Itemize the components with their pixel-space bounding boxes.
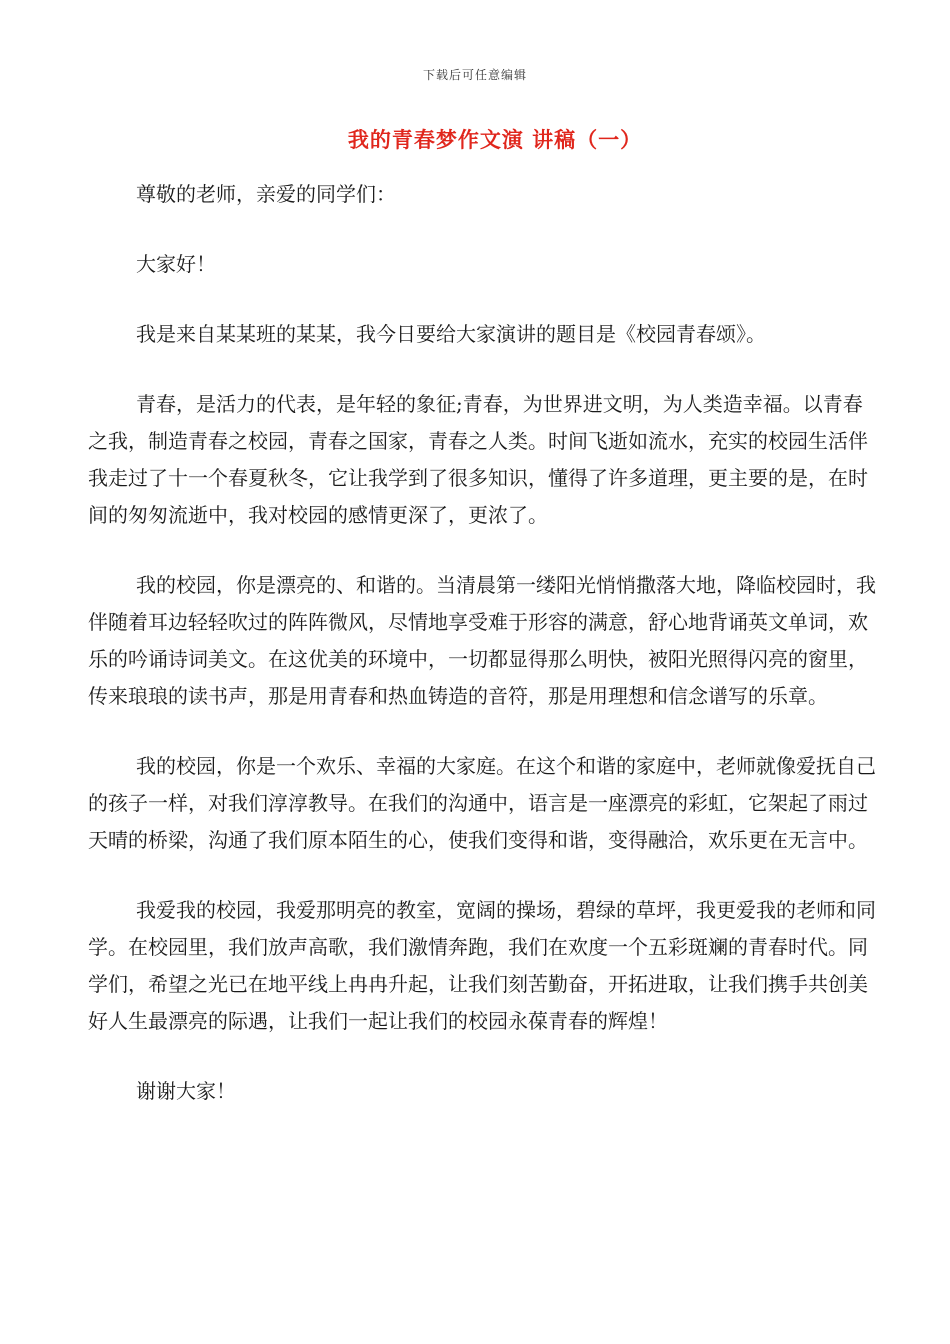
paragraph-greeting: 大家好！ bbox=[136, 252, 216, 276]
paragraph-thanks: 谢谢大家！ bbox=[136, 1079, 236, 1103]
paragraph-campus-beauty: 我的校园，你是漂亮的、和谐的。当清晨第一缕阳光悄悄撒落大地，降临校园时，我伴随着耳边轻轻吹过的阵阵微风，尽情地享受难于形容的满意，舒心地背诵英文单词，欢乐的吟诵诗词美文。在这优美的环境中，一切都显得那么明快，被阳光照得闪亮的窗里，传来琅琅的读书声，那是用青春和热血铸造的音符，那是用理想和信念谱写的乐章。 bbox=[88, 573, 876, 708]
header-note: 下载后可任意编辑 bbox=[422, 68, 527, 82]
document-title: 我的青春梦作文演 讲稿（一） bbox=[347, 127, 643, 152]
paragraph-youth: 青春，是活力的代表，是年轻的象征;青春，为世界进文明，为人类造幸福。以青春之我，制造青春之校园，青春之国家，青春之人类。时间飞逝如流水，充实的校园生活伴我走过了十一个春夏秋冬，它让我学到了很多知识，懂得了许多道理，更主要的是，在时间的匆匆流逝中，我对校园的感情更深了，更浓了。 bbox=[88, 392, 868, 527]
paragraph-love-campus: 我爱我的校园，我爱那明亮的教室，宽阔的操场，碧绿的草坪，我更爱我的老师和同学。在校园里，我们放声高歌，我们激情奔跑，我们在欢度一个五彩斑斓的青春时代。同学们，希望之光已在地平线上冉冉升起，让我们刻苦勤奋，开拓进取，让我们携手共创美好人生最漂亮的际遇，让我们一起让我们的校园永葆青春的辉煌！ bbox=[88, 898, 876, 1033]
paragraph-campus-family: 我的校园，你是一个欢乐、幸福的大家庭。在这个和谐的家庭中，老师就像爱抚自己的孩子一样，对我们淳淳教导。在我们的沟通中，语言是一座漂亮的彩虹，它架起了雨过天晴的桥梁，沟通了我们原本陌生的心，使我们变得和谐，变得融洽，欢乐更在无言中。 bbox=[88, 754, 876, 852]
paragraph-salutation: 尊敬的老师，亲爱的同学们： bbox=[136, 182, 396, 206]
paragraph-introduction: 我是来自某某班的某某，我今日要给大家演讲的题目是《校园青春颂》。 bbox=[136, 322, 766, 346]
document-body bbox=[88, 176, 878, 1143]
